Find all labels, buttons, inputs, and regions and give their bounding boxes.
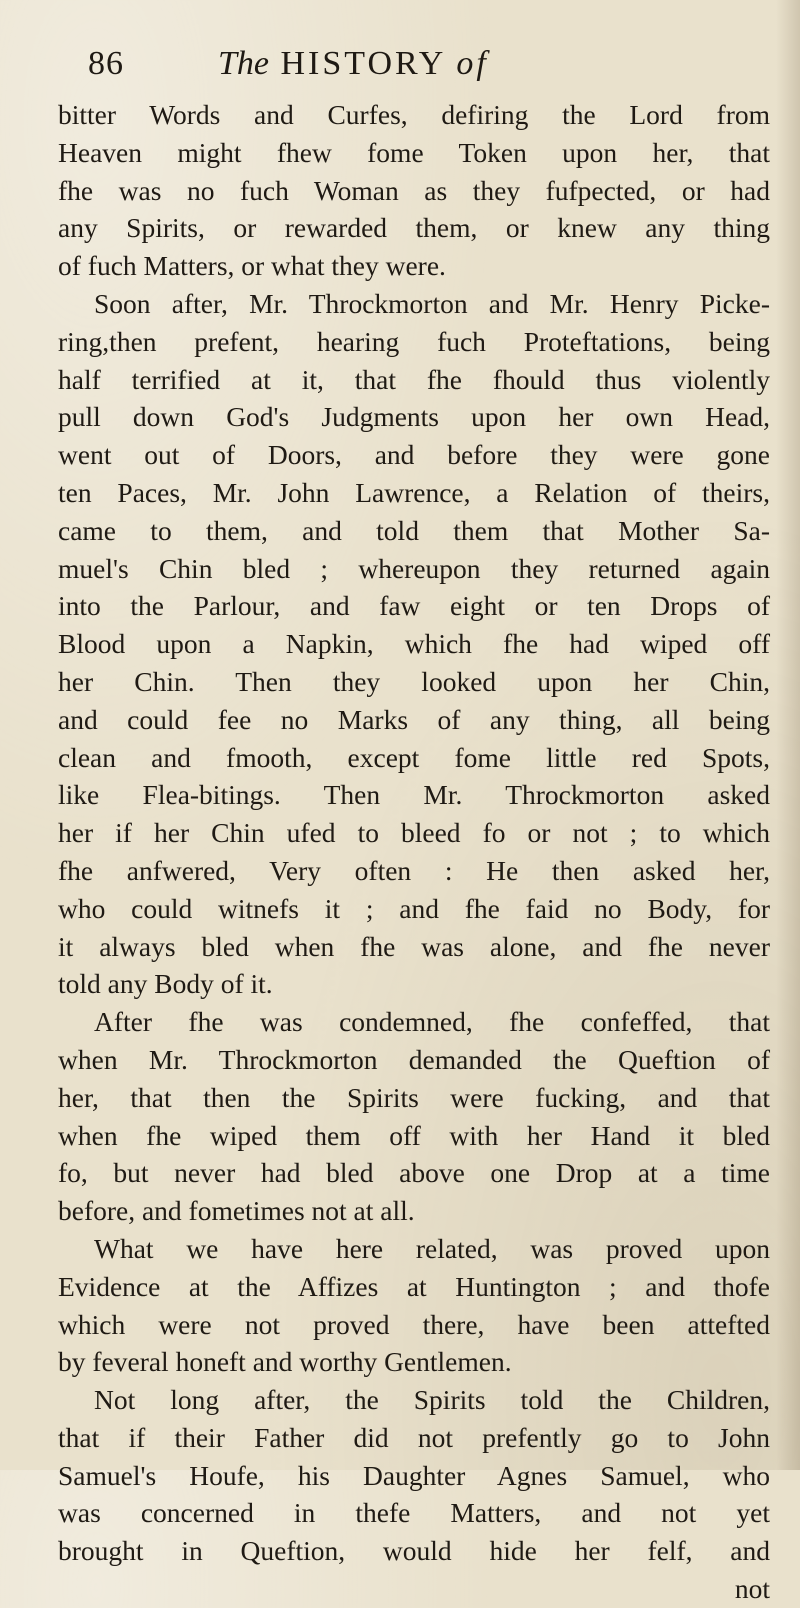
text-line: into the Parlour, and faw eight or ten Drops of [58, 590, 770, 622]
text-line: Not long after, the Spirits told the Children, [94, 1384, 770, 1416]
text-line: her, that then the Spirits were fucking, and that [58, 1081, 770, 1113]
text-line: pull down God's Judgments upon her own Head, [58, 401, 770, 433]
text-line: ring,then prefent, hearing fuch Proteftations, being [58, 325, 770, 357]
text-line: her if her Chin ufed to bleed fo or not ; to which [58, 817, 770, 849]
text-line: was concerned in thefe Matters, and not yet [58, 1497, 770, 1529]
text-line: which were not proved there, have been attefted [58, 1308, 770, 1340]
text-line: before, and fometimes not at all. [58, 1195, 415, 1227]
text-line: muel's Chin bled ; whereupon they returned again [58, 552, 770, 584]
text-line: Soon after, Mr. Throckmorton and Mr. Henry Picke- [94, 287, 770, 319]
text-line: Samuel's Houfe, his Daughter Agnes Samuel, who [58, 1459, 770, 1491]
text-line: clean and fmooth, except fome little red Spots, [58, 741, 770, 773]
text-line: of fuch Matters, or what they were. [58, 250, 446, 282]
text-line: came to them, and told them that Mother Sa- [58, 514, 770, 546]
text-line: Evidence at the Affizes at Huntington ; and thofe [58, 1270, 770, 1302]
title-of: of [456, 45, 489, 82]
text-line: fhe was no fuch Woman as they fufpected, or had [58, 174, 770, 206]
running-header [88, 44, 748, 84]
text-line: that if their Father did not prefently go to John [58, 1421, 770, 1453]
text-line: it always bled when fhe was alone, and fhe never [58, 930, 770, 962]
text-line: After fhe was condemned, fhe confeffed, that [94, 1006, 770, 1038]
text-line: fo, but never had bled above one Drop at a time [58, 1157, 770, 1189]
catchword: not [734, 1573, 770, 1605]
text-line: when Mr. Throckmorton demanded the Queftion of [58, 1043, 770, 1075]
text-line: her Chin. Then they looked upon her Chin, [58, 665, 770, 697]
running-title [218, 44, 489, 84]
page-edge-shadow [776, 0, 800, 1470]
text-line: ten Paces, Mr. John Lawrence, a Relation of theirs, [58, 476, 770, 508]
page-number: 86 [88, 45, 124, 82]
text-line: bitter Words and Curfes, defiring the Lord from [58, 99, 770, 130]
title-the: The [218, 45, 269, 82]
title-history: HISTORY [280, 45, 447, 82]
text-line: by feveral honeft and worthy Gentlemen. [58, 1346, 512, 1378]
text-line: Blood upon a Napkin, which fhe had wiped off [58, 628, 770, 660]
text-line: like Flea-bitings. Then Mr. Throckmorton asked [58, 779, 770, 811]
text-line: half terrified at it, that fhe fhould thus violently [58, 363, 770, 395]
text-line: What we have here related, was proved upon [94, 1232, 770, 1264]
text-line: told any Body of it. [58, 968, 273, 1000]
text-line: fhe anfwered, Very often : He then asked her, [58, 854, 770, 886]
text-line: and could fee no Marks of any thing, all being [58, 703, 770, 735]
text-line: who could witnefs it ; and fhe faid no Body, for [58, 892, 770, 924]
text-line: went out of Doors, and before they were gone [58, 439, 770, 471]
text-line: brought in Queftion, would hide her felf, and [58, 1535, 770, 1567]
text-line: when fhe wiped them off with her Hand it bled [58, 1119, 770, 1151]
body-text [58, 96, 770, 1608]
text-line: Heaven might fhew fome Token upon her, that [58, 136, 770, 168]
text-line: any Spirits, or rewarded them, or knew any thing [58, 212, 770, 244]
